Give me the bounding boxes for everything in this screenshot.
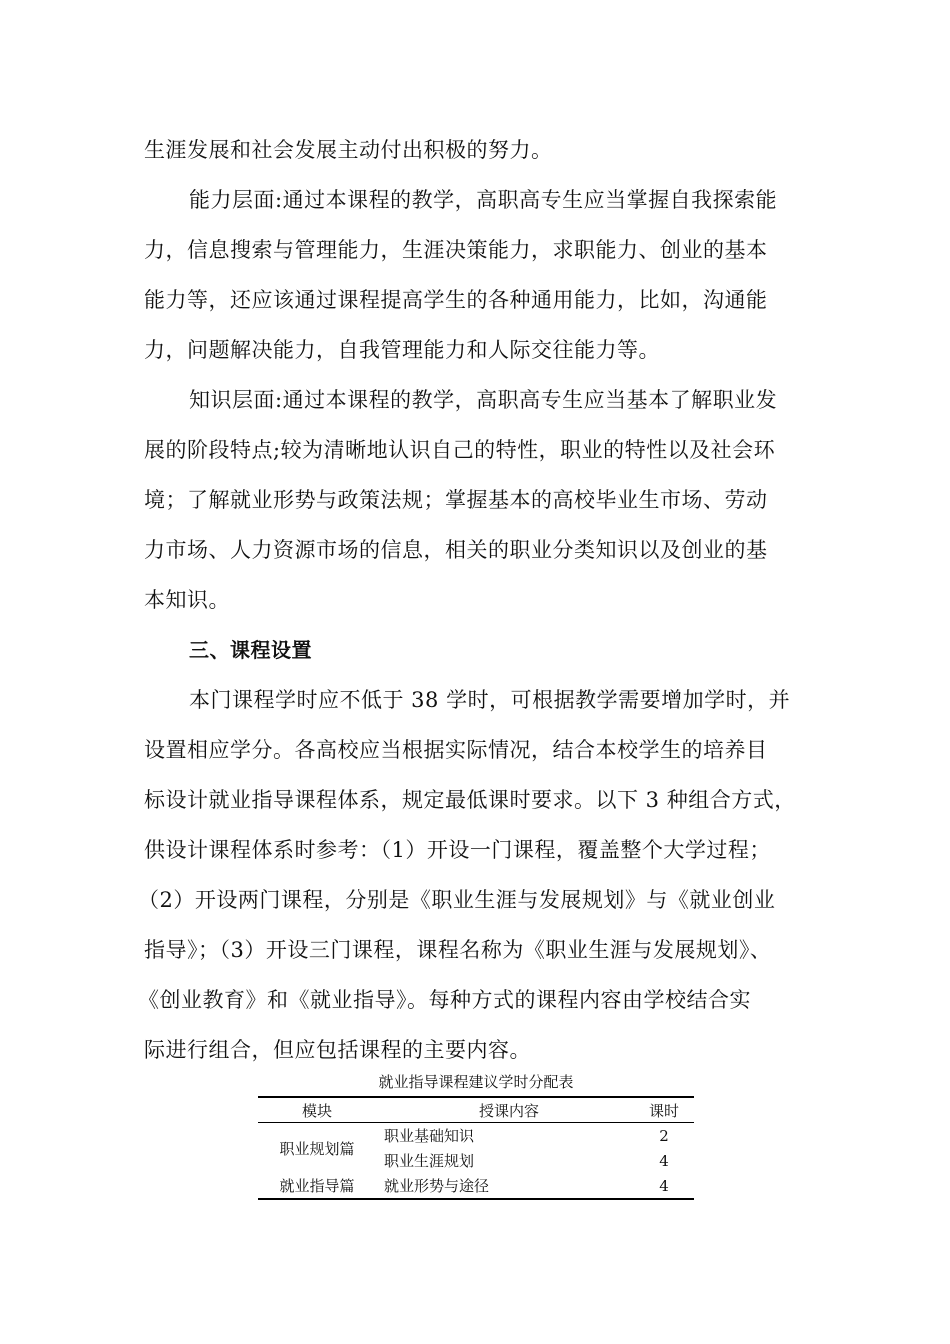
content-cell: 职业生涯规划 bbox=[384, 1152, 475, 1170]
paragraph-line: 境；了解就业形势与政策法规；掌握基本的高校毕业生市场、劳动 bbox=[144, 488, 768, 512]
module-cell: 职业规划篇 bbox=[279, 1139, 355, 1158]
paragraph-line: 本知识。 bbox=[144, 588, 230, 612]
paragraph-line: 知识层面:通过本课程的教学，高职高专生应当基本了解职业发 bbox=[189, 388, 778, 412]
header-module: 模块 bbox=[258, 1097, 376, 1123]
table-row bbox=[258, 1123, 694, 1149]
paragraph-line: 生涯发展和社会发展主动付出积极的努力。 bbox=[144, 138, 553, 162]
section-heading: 三、课程设置 bbox=[189, 638, 312, 662]
hours-cell: 4 bbox=[659, 1151, 669, 1170]
content-cell: 职业基础知识 bbox=[384, 1127, 475, 1145]
paragraph-line: 本门课程学时应不低于 38 学时，可根据教学需要增加学时，并 bbox=[189, 688, 791, 712]
paragraph-line: 展的阶段特点;较为清晰地认识自己的特性，职业的特性以及社会环 bbox=[144, 438, 776, 462]
paragraph-line: 力，信息搜索与管理能力，生涯决策能力，求职能力、创业的基本 bbox=[144, 238, 768, 262]
paragraph-line: 能力等，还应该通过课程提高学生的各种通用能力，比如，沟通能 bbox=[144, 288, 768, 312]
paragraph-line: 供设计课程体系时参考：（1）开设一门课程，覆盖整个大学过程； bbox=[144, 838, 771, 862]
table-row bbox=[258, 1173, 694, 1199]
table-caption: 就业指导课程建议学时分配表 bbox=[378, 1073, 574, 1091]
paragraph-line: 标设计就业指导课程体系，规定最低课时要求。以下 3 种组合方式， bbox=[144, 788, 796, 812]
paragraph-line: 设置相应学分。各高校应当根据实际情况，结合本校学生的培养目 bbox=[144, 738, 768, 762]
paragraph-line: 际进行组合，但应包括课程的主要内容。 bbox=[144, 1038, 531, 1062]
paragraph-line: 《创业教育》和《就业指导》。每种方式的课程内容由学校结合实 bbox=[138, 988, 751, 1012]
paragraph-line: 能力层面:通过本课程的教学，高职高专生应当掌握自我探索能 bbox=[189, 188, 778, 212]
paragraph-line: 力市场、人力资源市场的信息，相关的职业分类知识以及创业的基 bbox=[144, 538, 768, 562]
paragraph-line: 力，问题解决能力，自我管理能力和人际交往能力等。 bbox=[144, 338, 660, 362]
header-content: 授课内容 bbox=[376, 1097, 634, 1123]
table-header-row bbox=[258, 1097, 694, 1123]
hours-cell: 4 bbox=[634, 1173, 694, 1199]
hours-allocation-table bbox=[258, 1096, 694, 1200]
header-hours: 课时 bbox=[634, 1097, 694, 1123]
paragraph-line: （2）开设两门课程，分别是《职业生涯与发展规划》与《就业创业 bbox=[138, 888, 776, 912]
content-cell: 就业形势与途径 bbox=[376, 1173, 634, 1199]
paragraph-line: 指导》；（3）开设三门课程，课程名称为《职业生涯与发展规划》、 bbox=[144, 938, 772, 962]
hours-cell: 2 bbox=[659, 1126, 669, 1145]
module-cell: 就业指导篇 bbox=[258, 1173, 376, 1199]
